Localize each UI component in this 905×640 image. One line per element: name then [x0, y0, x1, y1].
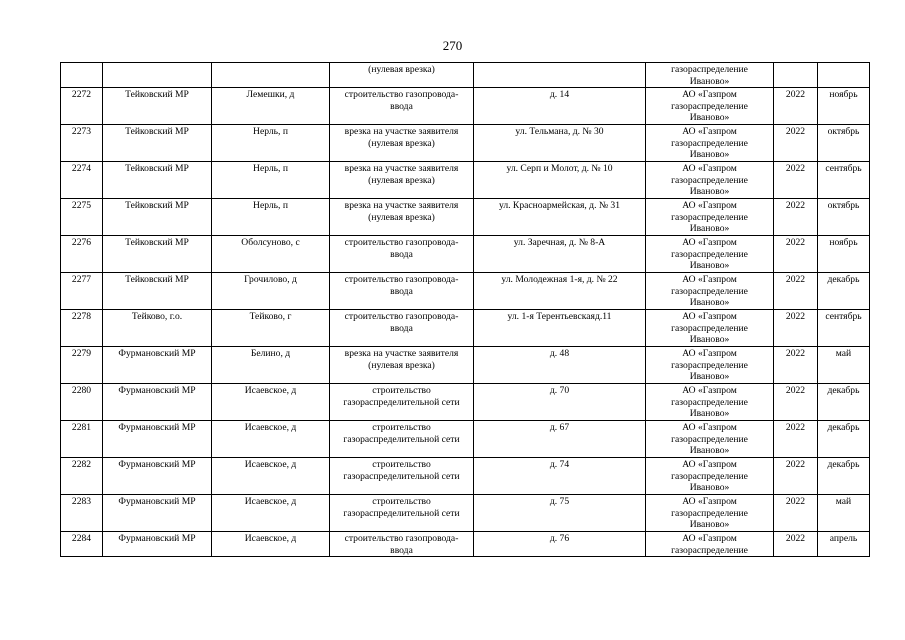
- cell-address: д. 74: [474, 458, 646, 495]
- cell-year: 2022: [774, 532, 818, 557]
- cell-month: май: [818, 347, 870, 384]
- cell-address: д. 75: [474, 495, 646, 532]
- cell-locality: Нерль, п: [212, 162, 330, 199]
- table-cell: [774, 63, 818, 88]
- cell-operation: строительство газопровода- ввода: [330, 273, 474, 310]
- cell-address: д. 70: [474, 384, 646, 421]
- cell-year: 2022: [774, 458, 818, 495]
- cell-operator: АО «Газпром газораспределение Иваново»: [646, 125, 774, 162]
- table-row: [61, 273, 870, 310]
- cell-year: 2022: [774, 199, 818, 236]
- page-number: 270: [442, 38, 463, 53]
- cell-num: 2282: [61, 458, 103, 495]
- cell-year: 2022: [774, 310, 818, 347]
- table-row: [61, 310, 870, 347]
- table-cell: [61, 63, 103, 88]
- cell-address: ул. 1-я Терентьевскаяд.11: [474, 310, 646, 347]
- table-row: [61, 347, 870, 384]
- cell-operation: врезка на участке заявителя (нулевая врезка): [330, 199, 474, 236]
- cell-district: Тейковский МР: [103, 162, 212, 199]
- cell-year: 2022: [774, 347, 818, 384]
- cell-district: Тейковский МР: [103, 199, 212, 236]
- table-cell: [103, 63, 212, 88]
- cell-locality: Нерль, п: [212, 125, 330, 162]
- cell-num: 2273: [61, 125, 103, 162]
- cell-month: апрель: [818, 532, 870, 557]
- cell-district: Фурмановский МР: [103, 458, 212, 495]
- cell-locality: Исаевское, д: [212, 495, 330, 532]
- cell-locality: Исаевское, д: [212, 384, 330, 421]
- cell-operation: строительство газопровода- ввода: [330, 310, 474, 347]
- cell-operator: АО «Газпром газораспределение Иваново»: [646, 495, 774, 532]
- cell-month: май: [818, 495, 870, 532]
- table-cell: [818, 63, 870, 88]
- cell-locality: Тейково, г: [212, 310, 330, 347]
- cell-month: октябрь: [818, 125, 870, 162]
- cell-district: Фурмановский МР: [103, 347, 212, 384]
- cell-district: Тейково, г.о.: [103, 310, 212, 347]
- table-row: [61, 199, 870, 236]
- cell-operation: строительство газопровода- ввода: [330, 532, 474, 557]
- cell-num: 2274: [61, 162, 103, 199]
- cell-operator: АО «Газпром газораспределение Иваново»: [646, 421, 774, 458]
- cell-district: Фурмановский МР: [103, 384, 212, 421]
- cell-year: 2022: [774, 162, 818, 199]
- cell-locality: Лемешки, д: [212, 88, 330, 125]
- cell-operator: АО «Газпром газораспределение Иваново»: [646, 88, 774, 125]
- cell-district: Фурмановский МР: [103, 495, 212, 532]
- table-row: [61, 458, 870, 495]
- cell-num: 2275: [61, 199, 103, 236]
- cell-operator: АО «Газпром газораспределение Иваново»: [646, 199, 774, 236]
- cell-num: 2276: [61, 236, 103, 273]
- cell-operation: строительство газопровода- ввода: [330, 236, 474, 273]
- cell-operator: АО «Газпром газораспределение: [646, 532, 774, 557]
- cell-year: 2022: [774, 273, 818, 310]
- cell-address: ул. Молодежная 1-я, д. № 22: [474, 273, 646, 310]
- table-cell: (нулевая врезка): [330, 63, 474, 88]
- cell-operation: строительство газораспределительной сети: [330, 384, 474, 421]
- cell-operator: АО «Газпром газораспределение Иваново»: [646, 310, 774, 347]
- table-cell: [212, 63, 330, 88]
- continued-row: [61, 63, 870, 88]
- cell-year: 2022: [774, 495, 818, 532]
- cell-year: 2022: [774, 88, 818, 125]
- cell-locality: Исаевское, д: [212, 532, 330, 557]
- cell-month: декабрь: [818, 421, 870, 458]
- cell-district: Фурмановский МР: [103, 532, 212, 557]
- table-cell: [474, 63, 646, 88]
- cell-locality: Грочилово, д: [212, 273, 330, 310]
- cell-address: ул. Серп и Молот, д. № 10: [474, 162, 646, 199]
- cell-operation: врезка на участке заявителя (нулевая врезка): [330, 162, 474, 199]
- cell-operator: АО «Газпром газораспределение Иваново»: [646, 347, 774, 384]
- cell-address: д. 48: [474, 347, 646, 384]
- table-row: [61, 125, 870, 162]
- cell-district: Тейковский МР: [103, 273, 212, 310]
- cell-operator: АО «Газпром газораспределение Иваново»: [646, 458, 774, 495]
- cell-operator: АО «Газпром газораспределение Иваново»: [646, 236, 774, 273]
- cell-num: 2280: [61, 384, 103, 421]
- cell-month: ноябрь: [818, 88, 870, 125]
- cell-address: ул. Красноармейская, д. № 31: [474, 199, 646, 236]
- cell-num: 2272: [61, 88, 103, 125]
- table-row: [61, 88, 870, 125]
- cell-month: ноябрь: [818, 236, 870, 273]
- table-row: [61, 495, 870, 532]
- cell-district: Фурмановский МР: [103, 421, 212, 458]
- cell-operation: строительство газораспределительной сети: [330, 421, 474, 458]
- cell-num: 2284: [61, 532, 103, 557]
- cell-num: 2283: [61, 495, 103, 532]
- cell-num: 2278: [61, 310, 103, 347]
- cell-month: сентябрь: [818, 162, 870, 199]
- table-row: [61, 421, 870, 458]
- cell-locality: Нерль, п: [212, 199, 330, 236]
- cell-num: 2277: [61, 273, 103, 310]
- cell-operator: АО «Газпром газораспределение Иваново»: [646, 384, 774, 421]
- cell-num: 2279: [61, 347, 103, 384]
- cell-address: д. 76: [474, 532, 646, 557]
- cell-district: Тейковский МР: [103, 125, 212, 162]
- cell-locality: Исаевское, д: [212, 458, 330, 495]
- cell-locality: Белино, д: [212, 347, 330, 384]
- cell-month: сентябрь: [818, 310, 870, 347]
- gasification-table: [60, 62, 870, 557]
- cell-operator: АО «Газпром газораспределение Иваново»: [646, 162, 774, 199]
- cell-year: 2022: [774, 421, 818, 458]
- cell-address: ул. Заречная, д. № 8-А: [474, 236, 646, 273]
- cell-address: д. 14: [474, 88, 646, 125]
- cell-district: Тейковский МР: [103, 88, 212, 125]
- cell-month: октябрь: [818, 199, 870, 236]
- table-row: [61, 384, 870, 421]
- cell-operation: врезка на участке заявителя (нулевая врезка): [330, 125, 474, 162]
- table-row: [61, 236, 870, 273]
- cell-address: ул. Тельмана, д. № 30: [474, 125, 646, 162]
- cell-year: 2022: [774, 236, 818, 273]
- table-row: [61, 162, 870, 199]
- cell-district: Тейковский МР: [103, 236, 212, 273]
- cell-year: 2022: [774, 125, 818, 162]
- cell-num: 2281: [61, 421, 103, 458]
- cell-month: декабрь: [818, 384, 870, 421]
- cell-month: декабрь: [818, 273, 870, 310]
- cell-operation: строительство газораспределительной сети: [330, 458, 474, 495]
- cell-operation: врезка на участке заявителя (нулевая врезка): [330, 347, 474, 384]
- cell-month: декабрь: [818, 458, 870, 495]
- cell-locality: Оболсуново, с: [212, 236, 330, 273]
- cell-year: 2022: [774, 384, 818, 421]
- cell-operator: АО «Газпром газораспределение Иваново»: [646, 273, 774, 310]
- cell-locality: Исаевское, д: [212, 421, 330, 458]
- cell-address: д. 67: [474, 421, 646, 458]
- table-cell: газораспределение Иваново»: [646, 63, 774, 88]
- cell-operation: строительство газораспределительной сети: [330, 495, 474, 532]
- table-row: [61, 532, 870, 557]
- cell-operation: строительство газопровода- ввода: [330, 88, 474, 125]
